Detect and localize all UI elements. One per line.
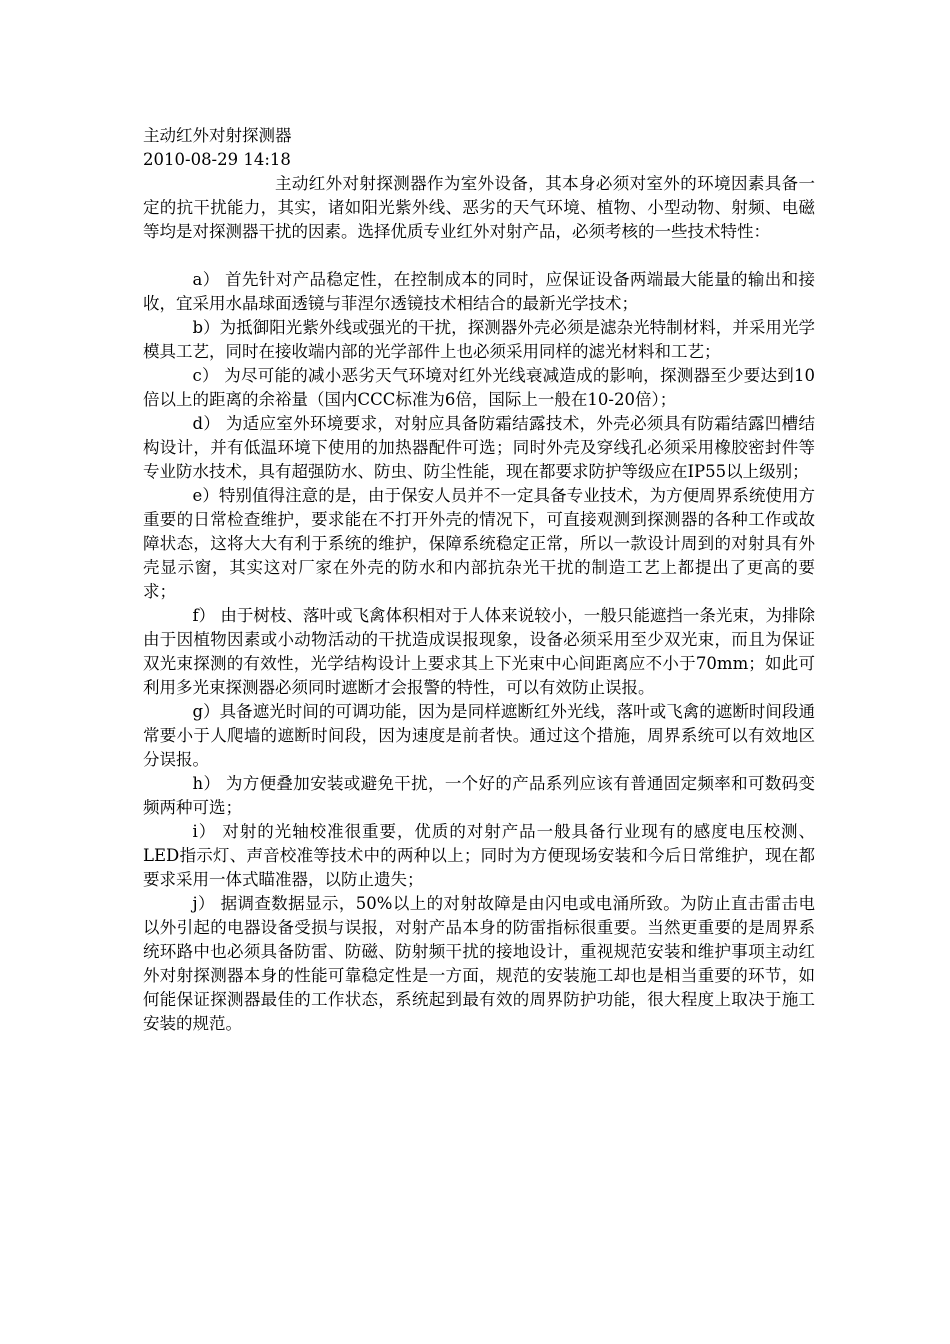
document-page — [143, 124, 815, 1036]
list-item-i: i） 对射的光轴校准很重要，优质的对射产品一般具备行业现有的感度电压校测、LED指示灯、声音校准等技术中的两种以上；同时为方便现场安装和今后日常维护，现在都要求采用一体式瞄准器，以防止遗失； — [143, 822, 815, 889]
list-item-b: b）为抵御阳光紫外线或强光的干扰，探测器外壳必须是滤杂光特制材料，并采用光学模具工艺，同时在接收端内部的光学部件上也必须采用同样的滤光材料和工艺； — [143, 318, 815, 361]
list-item-f: f） 由于树枝、落叶或飞禽体积相对于人体来说较小，一般只能遮挡一条光束，为排除由于因植物因素或小动物活动的干扰造成误报现象，设备必须采用至少双光束，而且为保证双光束探测的有效性，光学结构设计上要求其上下光束中心间距离应不小于70mm；如此可利用多光束探测器必须同时遮断才会报警的特性，可以有效防止误报。 — [143, 606, 815, 697]
list-item-a: a） 首先针对产品稳定性，在控制成本的同时，应保证设备两端最大能量的输出和接收，宜采用水晶球面透镜与菲涅尔透镜技术相结合的最新光学技术； — [143, 270, 815, 313]
list-item-c: c） 为尽可能的减小恶劣天气环境对红外光线衰减造成的影响，探测器至少要达到10倍以上的距离的余裕量（国内CCC标准为6倍，国际上一般在10-20倍）； — [143, 366, 815, 409]
document-title: 主动红外对射探测器 — [143, 126, 292, 145]
document-date: 2010-08-29 14:18 — [143, 150, 291, 169]
list-item-e: e）特别值得注意的是，由于保安人员并不一定具备专业技术，为方便周界系统使用方重要的日常检查维护，要求能在不打开外壳的情况下，可直接观测到探测器的各种工作或故障状态，这将大大有利于系统的维护，保障系统稳定正常，所以一款设计周到的对射具有外壳显示窗，其实这对厂家在外壳的防水和内部抗杂光干扰的制造工艺上都提出了更高的要求； — [143, 486, 815, 601]
paragraph-spacer — [143, 244, 815, 268]
intro-paragraph: 主动红外对射探测器作为室外设备，其本身必须对室外的环境因素具备一定的抗干扰能力，其实，诸如阳光紫外线、恶劣的天气环境、植物、小型动物、射频、电磁等均是对探测器干扰的因素。选择优质专业红外对射产品，必须考核的一些技术特性： — [143, 174, 815, 241]
list-item-j: j） 据调查数据显示，50%以上的对射故障是由闪电或电涌所致。为防止直击雷击电以外引起的电器设备受损与误报，对射产品本身的防雷指标很重要。当然更重要的是周界系统环路中也必须具备防雷、防磁、防射频干扰的接地设计，重视规范安装和维护事项主动红外对射探测器本身的性能可靠稳定性是一方面，规范的安装施工却也是相当重要的环节，如何能保证探测器最佳的工作状态，系统起到最有效的周界防护功能，很大程度上取决于施工安装的规范。 — [143, 894, 815, 1033]
list-item-d: d） 为适应室外环境要求，对射应具备防霜结露技术，外壳必须具有防霜结露凹槽结构设计，并有低温环境下使用的加热器配件可选；同时外壳及穿线孔必须采用橡胶密封件等专业防水技术，具有超强防水、防虫、防尘性能，现在都要求防护等级应在IP55以上级别； — [143, 414, 815, 481]
list-item-g: g）具备遮光时间的可调功能，因为是同样遮断红外光线，落叶或飞禽的遮断时间段通常要小于人爬墙的遮断时间段，因为速度是前者快。通过这个措施，周界系统可以有效地区分误报。 — [143, 702, 815, 769]
list-item-h: h） 为方便叠加安装或避免干扰，一个好的产品系列应该有普通固定频率和可数码变频两种可选； — [143, 774, 815, 817]
